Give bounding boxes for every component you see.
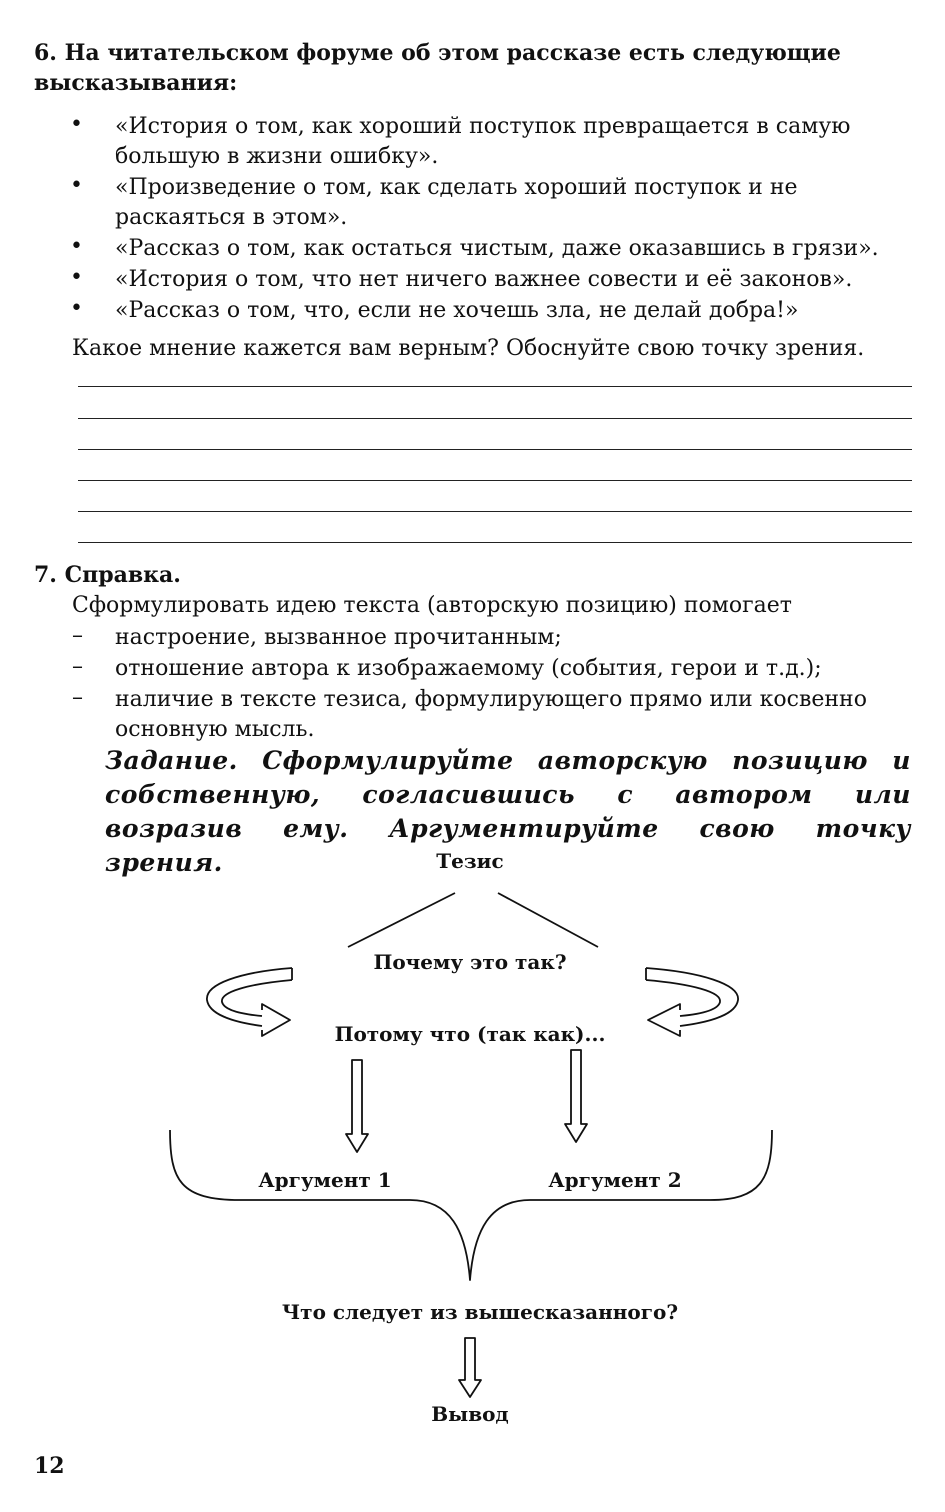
quote-item-2: «Произведение о том, как сделать хороший поступок и не раскаяться в этом». [115,175,798,230]
arrow-down-icon [346,1060,368,1152]
task-6-title: 6. На читательском форуме об этом рассказе есть следующие высказывания: [34,40,841,96]
hint-item-1: настроение, вызванное прочитанным; [115,625,562,650]
task-6-question: Какое мнение кажется вам верным? Обоснуйте свою точку зрения. [72,336,865,361]
curved-arrow-left-icon [207,968,292,1036]
diagram-argument-2: Аргумент 2 [548,1168,682,1192]
bullet-marker: • [70,173,83,198]
diagram-conclusion: Вывод [431,1402,509,1426]
diagram-thesis: Тезис [436,849,504,873]
task-7-title: 7. Справка. [34,562,181,588]
dash-marker: – [72,685,83,710]
diagram-why: Почему это так? [373,950,567,974]
diagram-argument-1: Аргумент 1 [258,1168,392,1192]
hint-item-3: наличие в тексте тезиса, формулирующего прямо или косвенно основную мысль. [115,687,867,742]
assignment-text: Задание. Сформулируйте авторскую позицию и собственную, согласившись с автором или возразив ему. Аргументируйте свою точку зрения. [105,746,911,877]
task-7-intro: Сформулировать идею текста (авторскую позицию) помогает [72,593,792,618]
diagram-because: Потому что (так как)... [334,1022,606,1046]
quote-item-3: «Рассказ о том, как остаться чистым, даже оказавшись в грязи». [115,236,879,261]
arrow-down-icon [565,1050,587,1142]
bullet-marker: • [70,234,83,259]
thesis-branch-right [498,893,598,947]
bullet-marker: • [70,296,83,321]
quote-item-4: «История о том, что нет ничего важнее совести и её законов». [115,267,853,292]
quote-item-5: «Рассказ о том, что, если не хочешь зла, не делай добра!» [115,298,799,323]
dash-marker: – [72,623,83,648]
thesis-branch-left [348,893,455,947]
bullet-marker: • [70,112,83,137]
dash-marker: – [72,654,83,679]
curved-arrow-right-icon [646,968,738,1036]
argument-brace [170,1130,772,1280]
quote-item-1: «История о том, как хороший поступок превращается в самую большую в жизни ошибку». [115,114,851,169]
hint-item-2: отношение автора к изображаемому (события, герои и т.д.); [115,656,822,681]
diagram-follows: Что следует из вышесказанного? [281,1300,679,1324]
arrow-down-icon [459,1338,481,1397]
page-number: 12 [34,1453,65,1479]
bullet-marker: • [70,265,83,290]
